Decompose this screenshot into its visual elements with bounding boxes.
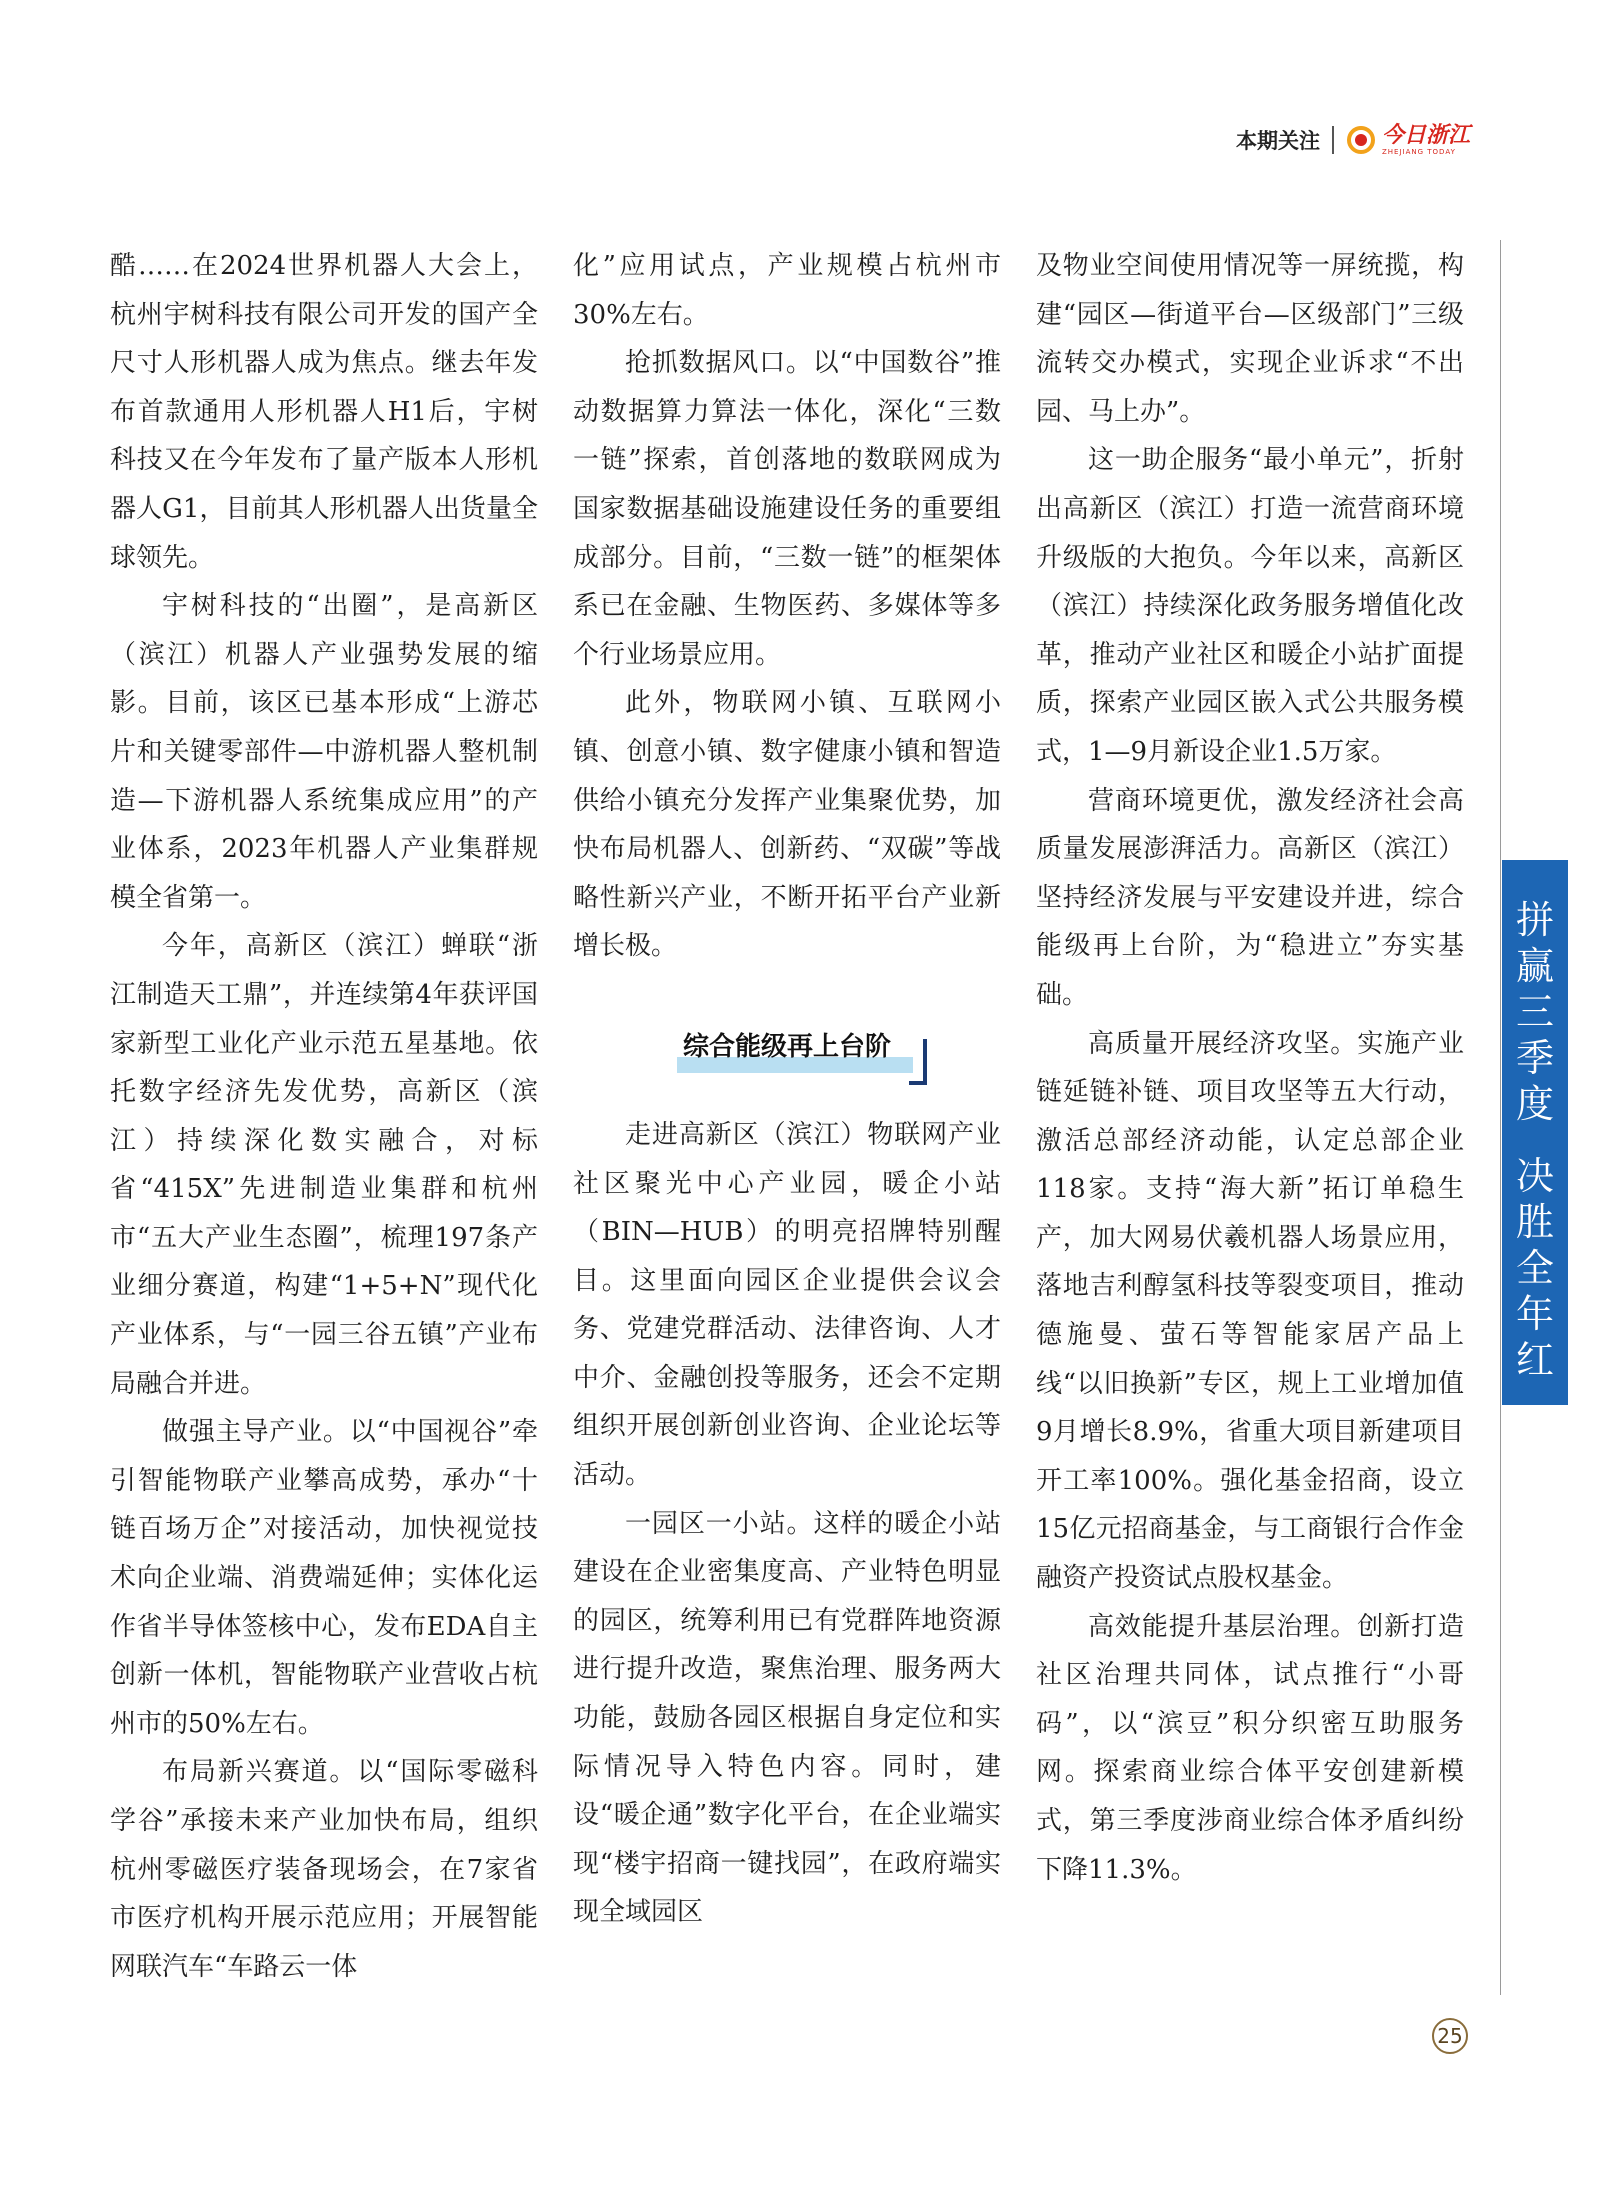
magazine-logo [1346, 122, 1470, 156]
article-column-2 [573, 242, 1001, 1937]
side-tab-char: 赢 [1515, 944, 1554, 988]
page-header [1236, 120, 1470, 160]
paragraph: 抢抓数据风口。以“中国数谷”推动数据算力算法一体化，深化“三数一链”探索，首创落地的数联网成为国家数据基础设施建设任务的重要组成部分。目前，“三数一链”的框架体系已在金融、生物医药、多媒体等多个行业场景应用。 [573, 348, 1001, 670]
paragraph: 此外，物联网小镇、互联网小镇、创意小镇、数字健康小镇和智造供给小镇充分发挥产业集聚优势，加快布局机器人、创新药、“双碳”等战略性新兴产业，不断开拓平台产业新增长极。 [573, 688, 1001, 962]
section-subheading: 综合能级再上台阶 [661, 1023, 913, 1071]
side-theme-tab [1502, 860, 1568, 1405]
paragraph: 宇树科技的“出圈”，是高新区（滨江）机器人产业强势发展的缩影。目前，该区已基本形成“上游芯片和关键零部件—中游机器人整机制造—下游机器人系统集成应用”的产业体系，2023年机器人产业集群规模全省第一。 [110, 591, 538, 913]
section-label: 本期关注 [1235, 129, 1320, 153]
side-tab-char: 全 [1515, 1246, 1554, 1290]
column-rule [1500, 240, 1501, 1995]
side-tab-char: 季 [1515, 1036, 1554, 1080]
paragraph: 高效能提升基层治理。创新打造社区治理共同体，试点推行“小哥码”，以“滨豆”积分织密互助服务网。探索商业综合体平安创建新模式，第三季度涉商业综合体矛盾纠纷下降11.3%。 [1036, 1611, 1464, 1885]
paragraph: 今年，高新区（滨江）蝉联“浙江制造天工鼎”，并连续第4年获评国家新型工业化产业示范五星基地。依托数字经济先发优势，高新区（滨江）持续深化数实融合，对标省“415X”先进制造业集群和杭州市“五大产业生态圈”，梳理197条产业细分赛道，构建“1+5+N”现代化产业体系，与“一园三谷五镇”产业布局融合并进。 [110, 931, 538, 1399]
paragraph: 这一助企服务“最小单元”，折射出高新区（滨江）打造一流营商环境升级版的大抱负。今年以来，高新区（滨江）持续深化政务服务增值化改革，推动产业社区和暖企小站扩面提质，探索产业园区嵌入式公共服务模式，1—9月新设企业1.5万家。 [1036, 445, 1464, 767]
page-number: 25 [1432, 2018, 1468, 2054]
side-tab-char: 度 [1515, 1082, 1554, 1126]
side-tab-char: 年 [1515, 1292, 1554, 1336]
paragraph: 化”应用试点，产业规模占杭州市30%左右。 [573, 251, 1001, 330]
paragraph: 走进高新区（滨江）物联网产业社区聚光中心产业园，暖企小站（BIN—HUB）的明亮招牌特别醒目。这里面向园区企业提供会议会务、党建党群活动、法律咨询、人才中介、金融创投等服务，还会不定期组织开展创新创业咨询、企业论坛等活动。 [573, 1119, 1001, 1491]
side-tab-char: 拼 [1515, 898, 1554, 942]
logo-english: ZHEJIANG TODAY [1381, 147, 1456, 156]
side-tab-char: 决 [1515, 1154, 1554, 1198]
header-divider [1332, 126, 1334, 154]
paragraph: 酷……在2024世界机器人大会上，杭州宇树科技有限公司开发的国产全尺寸人形机器人成为焦点。继去年发布首款通用人形机器人H1后，宇树科技又在今年发布了量产版本人形机器人G1，目前其人形机器人出货量全球领先。 [110, 251, 538, 573]
paragraph: 营商环境更优，激发经济社会高质量发展澎湃活力。高新区（滨江）坚持经济发展与平安建设并进，综合能级再上台阶，为“稳进立”夯实基础。 [1036, 785, 1464, 1010]
article-column-3 [1036, 242, 1464, 1894]
side-tab-char: 红 [1515, 1338, 1554, 1382]
article-column-1 [110, 242, 538, 1991]
side-tab-char: 三 [1515, 990, 1554, 1034]
paragraph: 做强主导产业。以“中国视谷”牵引智能物联产业攀高成势，承办“十链百场万企”对接活动，加快视觉技术向企业端、消费端延伸；实体化运作省半导体签核中心，发布EDA自主创新一体机，智能物联产业营收占杭州市的50%左右。 [110, 1417, 538, 1739]
paragraph: 及物业空间使用情况等一屏统揽，构建“园区—街道平台—区级部门”三级流转交办模式，实现企业诉求“不出园、马上办”。 [1036, 251, 1464, 427]
side-tab-line-1 [1516, 898, 1554, 1128]
subheading-block [573, 1023, 1001, 1071]
paragraph: 一园区一小站。这样的暖企小站建设在企业密集度高、产业特色明显的园区，统筹利用已有党群阵地资源进行提升改造，聚焦治理、服务两大功能，鼓励各园区根据自身定位和实际情况导入特色内容。同时，建设“暖企通”数字化平台，在企业端实现“楼宇招商一键找园”，在政府端实现全域园区 [573, 1508, 1001, 1928]
side-tab-char: 胜 [1515, 1200, 1554, 1244]
logo-emblem-icon [1346, 125, 1376, 155]
paragraph: 高质量开展经济攻坚。实施产业链延链补链、项目攻坚等五大行动，激活总部经济动能，认定总部企业118家。支持“海大新”拓订单稳生产，加大网易伏羲机器人场景应用，落地吉利醇氢科技等裂变项目，推动德施曼、萤石等智能家居产品上线“以旧换新”专区，规上工业增加值9月增长8.9%，省重大项目新建项目开工率100%。强化基金招商，设立15亿元招商基金，与工商银行合作金融资产投资试点股权基金。 [1036, 1028, 1464, 1594]
paragraph: 布局新兴赛道。以“国际零磁科学谷”承接未来产业加快布局，组织杭州零磁医疗装备现场会，在7家省市医疗机构开展示范应用；开展智能网联汽车“车路云一体 [110, 1757, 538, 1982]
side-tab-line-2 [1516, 1154, 1554, 1384]
logo-chinese: 今日浙江 [1381, 122, 1470, 148]
